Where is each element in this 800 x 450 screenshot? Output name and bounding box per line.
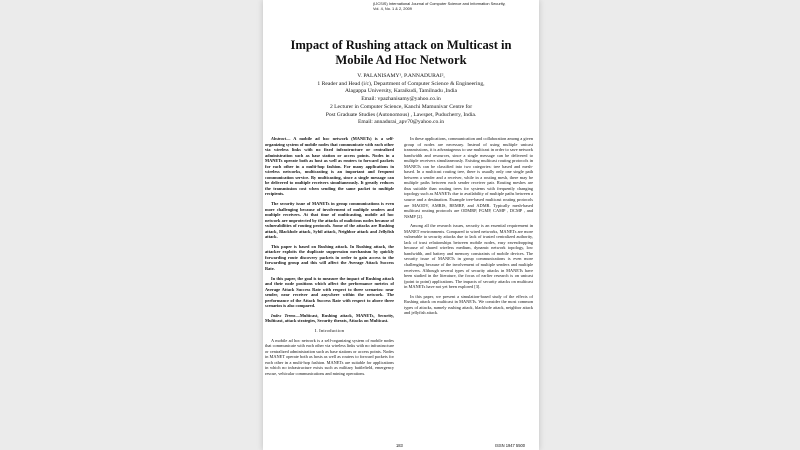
right-paragraph-3: In this paper, we present a simulation-based study of the effects of Rushing attack on multicast in MANETs. We consider the most common types of attacks, namely rushing attack, blackhole attack, neighbor attack and jellyfish attack. (404, 293, 533, 316)
right-paragraph-2: Among all the research issues, security is an essential requirement in MANET environments. Compared to wired networks, MANETs are more vulnerable to security attacks due to lack of trusted centralized authority, lack of trust relationships between mobile nodes, easy eavesdropping because of shared wireless medium, dynamic network topology, low bandwidth, and battery and memory constraints of mobile devices. The security issue of MANETs in group communications is even more challenging because of the involvement of multiple senders and multiple receivers. Although several types of security attacks in MANETs have been studied in the literature, the focus of earlier research is on unicast (point to point) applications. The impacts of security attacks on multicast in MANETs have not yet been explored [3]. (404, 223, 533, 290)
journal-header (373, 1, 539, 11)
left-column (265, 136, 394, 380)
affiliation-2-line-1: 2 Lecturer in Computer Science, Kanchi Mamunivar Centre for (329, 103, 473, 110)
title-line-1: Impact of Rushing attack on Multicast in (290, 38, 512, 52)
author-2-email: Email: annadurai_apv70@yahoo.co.in (357, 119, 445, 126)
paper-title (263, 38, 539, 68)
author-1-email: Email: vpazhanisamy@yahoo.co.in (361, 96, 441, 103)
abstract-paragraph-4: In this paper, the goal is to measure the impact of Rushing attack and their node positions which affect the performance metrics of Average Attack Success Rate with respect to three scenarios: near sender, near receiver and anywhere within the network. The performance of the Attack Success Rate with respect to above three scenarios is also compared. (265, 275, 394, 309)
section-heading-introduction: I. Introduction (314, 327, 345, 333)
abstract-label: Abstract (271, 136, 286, 141)
journal-line-1: (IJCSIS) International Journal of Computer Science and Information Security, (373, 1, 506, 6)
issn-label: ISSN 1947 5500 (495, 443, 526, 448)
author-names: V. PALANISAMY¹, P.ANNADURAI², (357, 73, 445, 79)
abstract-text: — A mobile ad hoc network (MANETs) is a self-organizing system of mobile nodes that communicate with each other via wireless links with no fixed infrastructure or centralized administration such as base station or access points. Nodes in a MANETs operate both as host as well as routers to forward packets for each other in a multi-hop fashion. For many applications in wireless networks, multicasting is an important and frequent communication service. By multicasting, since a single message can be delivered to multiple receivers simultaneously. It greatly reduces the transmission cost when sending the same packet to multiple recipients. (265, 136, 394, 197)
index-terms-label: Index Terms (271, 312, 296, 318)
paper-page (263, 0, 539, 450)
index-terms-text: —Multicast, Rushing attack, MANETs, Security, Multicast, attack strategies, Security threats, Attacks on Multicast. (265, 312, 395, 324)
page-number: 183 (396, 443, 403, 448)
title-line-2: Mobile Ad Hoc Network (335, 53, 467, 67)
index-terms-paragraph (265, 313, 394, 324)
affiliation-1-line-2: Alagappa University, Karaikudi, Tamilnadu ,India (344, 88, 458, 95)
author-block (263, 73, 539, 127)
journal-line-2: Vol. 4, No. 1 & 2, 2009 (373, 6, 412, 11)
right-column (404, 136, 533, 320)
abstract-paragraph-3: This paper is based on Rushing attack. In Rushing attack, the attacker exploits the duplicate suppression mechanism by quickly forwarding route discovery packets in order to gain access to the forwarding group and this will affect the Average Attack Success Rate. (265, 243, 394, 272)
abstract-paragraph-2: The security issue of MANETs in group communications is even more challenging because of involvement of multiple senders and multiple receivers. At that time of multicasting, mobile ad hoc network are unprotected by the attacks of malicious nodes because of vulnerabilities of routing protocols. Some of the attacks are Rushing attack, Blackhole attack, Sybil attack, Neighbor attack and Jellyfish attack. (265, 201, 394, 240)
affiliation-1-line-1: 1 Reader and Head (i/c), Department of Computer Science & Engineering, (317, 80, 485, 87)
right-paragraph-1: In these applications, communication and collaboration among a given group of nodes are necessary. Instead of using multiple unicast transmissions, it is advantageous to use multicast in order to save network bandwidth and resources, since a single message can be delivered to multiple receivers simultaneously. Existing multicast routing protocols in MANETs can be classified into two categories: tree based and mesh-based. In a multicast routing tree, there is usually only one single path between a sender and a receiver, while in a routing mesh, there may be multiple paths between each sender receiver pair. Routing meshes are thus suitable than routing trees for systems with frequently changing topology such as MANETs due to availability of multiple paths between a source and a destination. Example tree-based multicast routing protocols are MAODV, AMRIS, BEMRP, and ADMR. Typically mesh-based multicast routing protocols are ODMRP, FGMP, CAMP , DCMP , and NSMP [2]. (404, 136, 533, 219)
introduction-paragraph-1: A mobile ad hoc network is a self-organizing system of mobile nodes that communicate with each other via wireless links with no infrastructure or centralized administration such as base stations or access points. Nodes in MANET operate both as hosts as well as routers to forward packets for each other in a multi-hop fashion. MANETs are suitable for applications in which no infrastructure exists such as military battlefield, emergency rescue, vehicular communications and mining operations. (265, 337, 394, 376)
affiliation-2-line-2: Post Graduate Studies (Autonomous) , Lawspet, Puducherry, India. (325, 111, 477, 118)
abstract-paragraph (265, 136, 394, 197)
